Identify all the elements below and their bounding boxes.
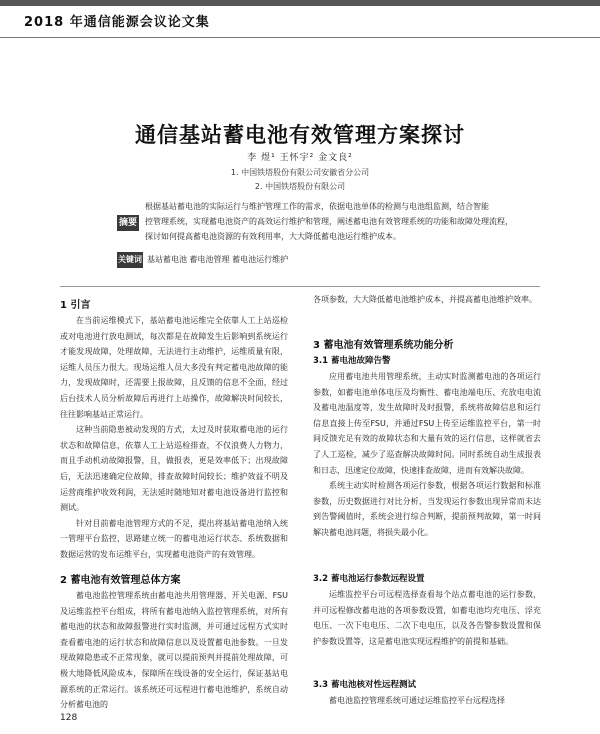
header-divider bbox=[0, 37, 600, 38]
section-3-2-heading: 3.2 蓄电池运行参数远程设置 bbox=[313, 574, 425, 584]
paragraph: 蓄电池监控管理系统由蓄电池共用管理器、开关电源、FSU及运维监控平台组成，将所有蓄电池纳入监控管理系统，对所有蓄电池的状态和故障报警进行实时监测，并可通过远程方式实时查看蓄电池的运行状态和故障信息以及设置蓄电池参数。一旦发现故障隐患或不正常现象，就可以提前预判并提前处理故障，可极大地降低风险成本，保障所在线设备的安全运行，保证基站电源系统的正常运行。该系统还可远程进行蓄电池维护，系统自动分析蓄电池的 bbox=[60, 591, 288, 710]
proceedings-title: 2018 年通信能源会议论文集 bbox=[24, 15, 210, 30]
paragraph: 系统主动实时检测各项运行参数，根据各项运行数据和标准参数，历史数据进行对比分析，当发现运行参数出现异常而未达到告警阈值时，系统会进行综合判断，提前预判故障，第一时间解决蓄电池问题，将损失最小化。 bbox=[313, 481, 541, 537]
section-divider bbox=[60, 286, 540, 287]
abstract-label: 摘要 bbox=[117, 215, 139, 231]
paper-title: 通信基站蓄电池有效管理方案探讨 bbox=[135, 123, 465, 147]
section-3-heading: 3 蓄电池有效管理系统功能分析 bbox=[313, 340, 454, 351]
paragraph: 针对目前蓄电池管理方式的不足，提出将基站蓄电池纳入统一管理平台监控，思路建立统一的蓄电池运行状态、系统数据和数据运营的发布运维平台，实现蓄电池资产的有效管理。 bbox=[60, 518, 288, 559]
abstract-text bbox=[145, 199, 563, 244]
section-1-body bbox=[60, 313, 288, 563]
paragraph: 各项参数，大大降低蓄电池维护成本，并提高蓄电池维护效率。 bbox=[313, 295, 537, 304]
keywords-label: 关键词 bbox=[117, 252, 143, 268]
section-1-heading: 1 引言 bbox=[60, 300, 91, 311]
affiliation-1: 1. 中国铁塔股份有限公司安徽省分公司 bbox=[230, 168, 370, 177]
section-3-3-heading: 3.3 蓄电池核对性远程测试 bbox=[313, 680, 417, 690]
abstract-line: 控管理系统，实现蓄电池资产的高效运行维护和管理，阐述蓄电池有效管理系统的功能和故障处理流程， bbox=[145, 217, 513, 226]
keywords-text: 基站蓄电池 蓄电池管理 蓄电池运行维护 bbox=[147, 255, 289, 264]
section-2-heading: 2 蓄电池有效管理总体方案 bbox=[60, 575, 181, 586]
paragraph: 蓄电池监控管理系统可通过运维监控平台远程选择 bbox=[329, 696, 505, 705]
running-header bbox=[0, 0, 600, 40]
continued-paragraph bbox=[313, 292, 541, 308]
paragraph: 应用蓄电池共用管理系统，主动实时监测蓄电池的各项运行参数，如蓄电池单体电压及均衡性、蓄电池端电压、充放电电流及蓄电池温度等，发生故障时及时报警，系统将故障信息和运行信息直接上传至FSU，并通过FSU上传至运维监控平台，第一时间反馈充足有效的故障状态和大量有效的运行信息，这样就省去了人工巡检，减少了巡查解决故障时间。同时系统自动生成报表和日志，迅速定位故障，快速排查故障，进而有效解决故障。 bbox=[313, 372, 541, 475]
author-list: 李 煜¹ 王怀宇² 金文良² bbox=[247, 153, 353, 163]
paragraph: 在当前运维模式下，基站蓄电池运维完全依靠人工上站巡检或对电池进行放电测试，每次都是在故障发生后影响到系统运行才能发现故障，处理故障，无法进行主动维护，运维质量有限，运维人员压力很大。现场运维人员大多没有判定蓄电池故障的能力，发现故障时，还需要上报故障，且反馈的信息不全面，经过后台技术人员分析故障后再进行上站操作，故障解决时间较长，往往影响基站正常运行。 bbox=[60, 316, 288, 419]
abstract-line: 探讨如何提高蓄电池资源的有效利用率，大大降低蓄电池运行维护成本。 bbox=[145, 232, 401, 241]
paragraph: 运维监控平台可远程选择查看每个站点蓄电池的运行参数，并可远程修改蓄电池的各项参数设置，如蓄电池均充电压、浮充电压、一次下电电压、二次下电电压，以及各告警参数设置和保护参数设置等，这是蓄电池实现远程维护的前提和基础。 bbox=[313, 590, 541, 646]
section-3-2-body bbox=[313, 587, 541, 649]
section-3-1-heading: 3.1 蓄电池故障告警 bbox=[313, 356, 391, 366]
section-2-body bbox=[60, 588, 288, 713]
paragraph: 这种当前隐患被动发现的方式，太过及时获取蓄电池的运行状态和故障信息，依靠人工上站巡检排查，不仅浪费人力物力，而且手动机动故障报警，且，做报表，更是效率低下；出现故障后，无法迅速确定位故障，排查故障时间较长；维护效益不明及运营商维护收效利润，无法延时随地知对蓄电池设备进行监控和测试。 bbox=[60, 425, 288, 513]
section-3-3-body bbox=[313, 693, 541, 709]
header-bar bbox=[0, 0, 600, 6]
affiliation-2: 2. 中国铁塔股份有限公司 bbox=[254, 182, 346, 191]
abstract-line: 根据基站蓄电池的实际运行与维护管理工作的需求，依据电池单体的检测与电池组监测，结合智能 bbox=[145, 202, 489, 211]
section-3-1-body bbox=[313, 369, 541, 541]
page-number: 128 bbox=[60, 713, 78, 723]
